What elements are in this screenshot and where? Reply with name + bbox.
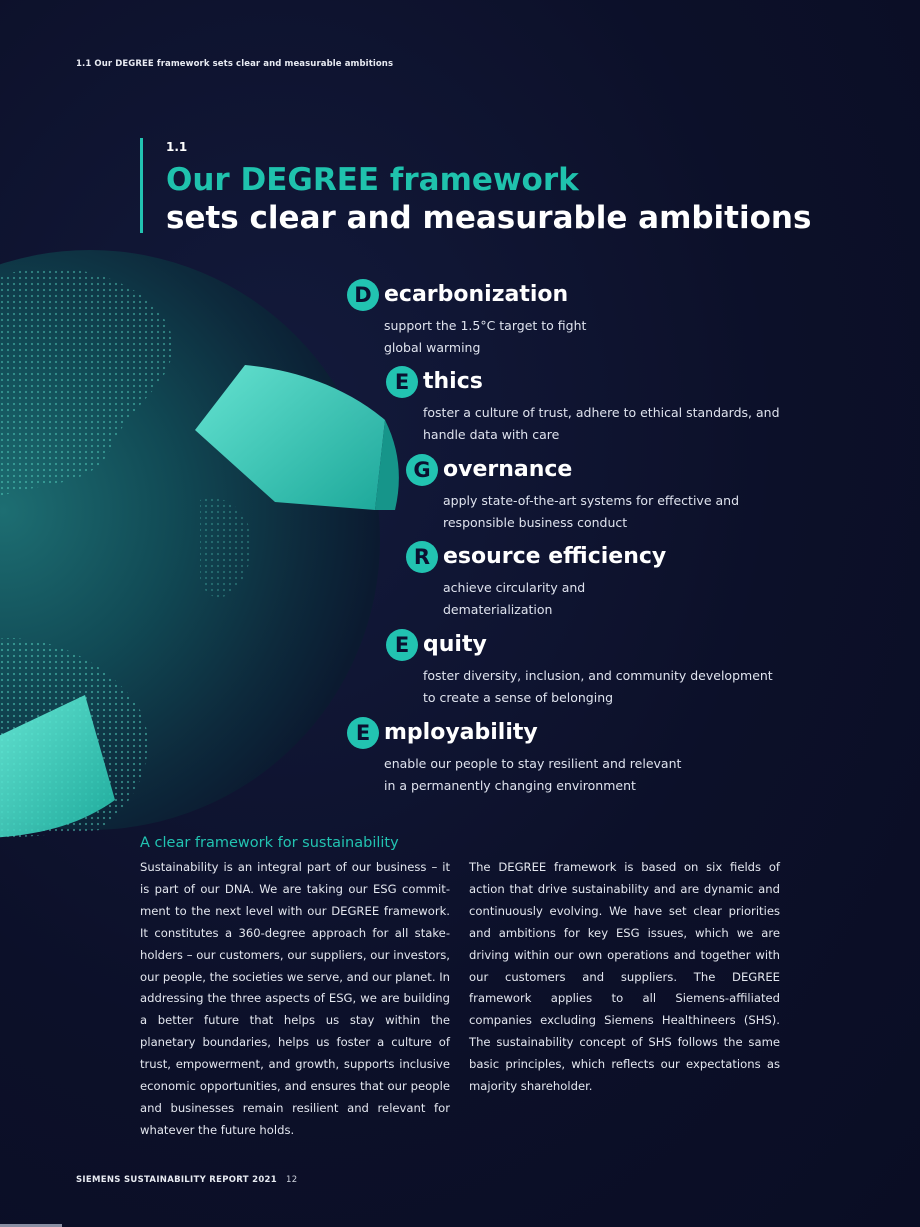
letter-badge: D	[347, 279, 379, 311]
item-word: mployability	[384, 720, 538, 745]
desc-line: global warming	[384, 340, 481, 355]
item-description	[443, 490, 739, 534]
desc-line: foster diversity, inclusion, and community development	[423, 668, 773, 683]
footer-title: SIEMENS SUSTAINABILITY REPORT 2021	[76, 1175, 277, 1185]
item-description	[384, 753, 681, 797]
section-number: 1.1	[166, 140, 188, 154]
desc-line: handle data with care	[423, 427, 560, 442]
letter-badge: R	[406, 541, 438, 573]
item-word: thics	[423, 369, 483, 394]
desc-line: in a permanently changing environment	[384, 778, 636, 793]
item-description	[384, 315, 586, 359]
item-word: overnance	[443, 457, 573, 482]
item-description	[423, 402, 780, 446]
item-description	[423, 665, 773, 709]
desc-line: apply state-of-the-art systems for effective and	[443, 493, 740, 508]
desc-line: support the 1.5°C target to fight	[384, 318, 587, 333]
globe-with-ribbon-icon	[0, 240, 420, 840]
running-head: 1.1 Our DEGREE framework sets clear and measurable ambitions	[76, 59, 394, 69]
section-title-block	[140, 138, 812, 236]
desc-line: achieve circularity and	[443, 580, 586, 595]
desc-line: responsible business conduct	[443, 515, 628, 530]
desc-line: dematerialization	[443, 602, 553, 617]
letter-badge: E	[386, 629, 418, 661]
page-number: 12	[286, 1175, 298, 1185]
desc-line: enable our people to stay resilient and relevant	[384, 756, 682, 771]
body-text-left: Sustainability is an integral part of our business – it is part of our DNA. We are taking our ESG commitment to the next level with our DEGREE framework. It constitutes a 360-degree approach for all stakeholders – our customers, our suppliers, our investors, our people, the societies we serve, and our planet. In addressing the three aspects of ESG, we are building a better future that helps us stay within the planetary boundaries, helps us foster a culture of trust, empowerment, and growth, supports inclusive economic opportunities, and ensures that our people and businesses remain resilient and relevant for whatever the future holds.	[140, 860, 450, 1137]
body-text-right: The DEGREE framework is based on six fields of action that drive sustainability and are dynamic and continuously evolving. We have set clear priorities and ambitions for key ESG issues, which we are driving within our own operations and together with our customers and suppliers. The DEGREE framework applies to all Siemens-affiliated companies excluding Siemens Healthineers (SHS). The sustainability concept of SHS follows the same basic principles, which reflects our expectations as majority shareholder.	[469, 860, 780, 1094]
item-description	[443, 577, 585, 621]
section-title-accent: Our DEGREE framework	[166, 162, 579, 198]
section-title: sets clear and measurable ambitions	[166, 200, 812, 236]
body-heading: A clear framework for sustainability	[140, 835, 399, 851]
desc-line: to create a sense of belonging	[423, 690, 614, 705]
item-word: quity	[423, 632, 487, 657]
letter-badge: E	[347, 717, 379, 749]
letter-badge: G	[406, 454, 438, 486]
item-word: esource efficiency	[443, 544, 667, 569]
letter-badge: E	[386, 366, 418, 398]
page-footer	[76, 1175, 297, 1185]
desc-line: foster a culture of trust, adhere to ethical standards, and	[423, 405, 780, 420]
item-word: ecarbonization	[384, 282, 569, 307]
